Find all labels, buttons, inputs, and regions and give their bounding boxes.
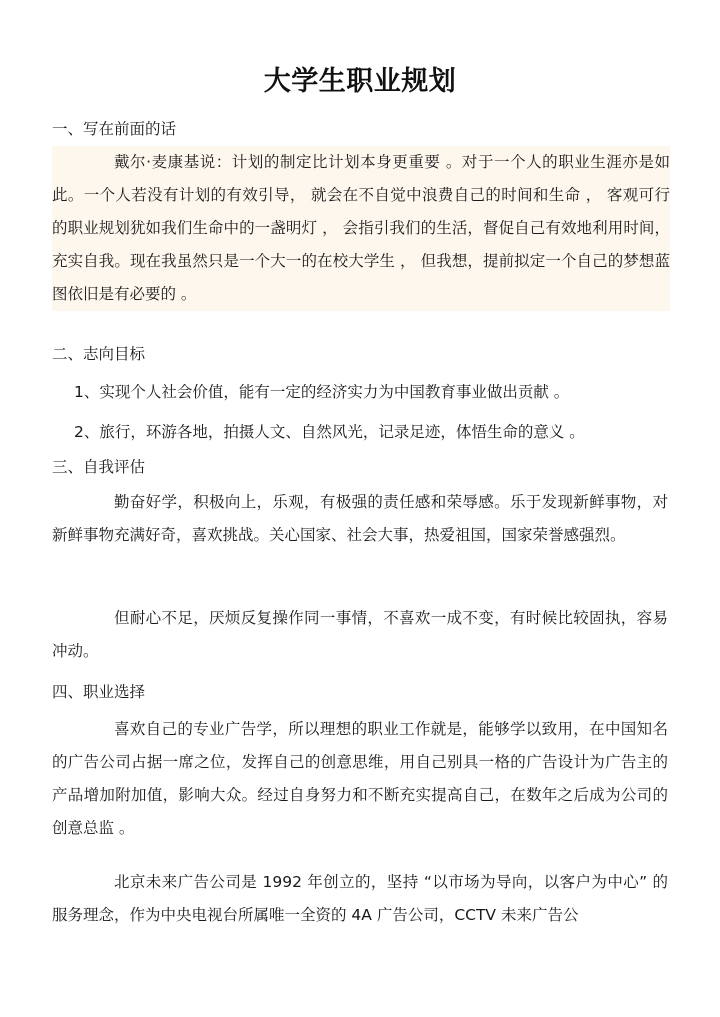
- career-choice-paragraph-2: 北京未来广告公司是 1992 年创立的，坚持 “以市场为导向，以客户为中心” 的服务理念，作为中央电视台所属唯一全资的 4A 广告公司，CCTV 未来广告公: [52, 873, 668, 924]
- career-choice-paragraph-1: 喜欢自己的专业广告学，所以理想的职业工作就是，能够学以致用，在中国知名的广告公司占据一席之位，发挥自己的创意思维，用自己别具一格的广告设计为广告主的产品增加附加值，影响大众。经过自身努力和不断充实提高自己，在数年之后成为公司的创意总监 。: [52, 720, 668, 837]
- section-1-paragraph: 戴尔·麦康基说：计划的制定比计划本身更重要 。对于一个人的职业生涯亦是如此。一个人若没有计划的有效引导， 就会在不自觉中浪费自己的时间和生命 ， 客观可行的职业规划犹如我们生命中的一盏明灯 ， 会指引我们的生活，督促自己有效地利用时间，充实自我。现在我虽然只是一个大一的在校大学生 ， 但我想，提前拟定一个自己的梦想蓝图依旧是有必要的 。: [52, 146, 670, 311]
- document-title: 大学生职业规划: [263, 66, 457, 97]
- section-heading-4: 四、职业选择: [52, 683, 146, 701]
- section-heading-3: 三、自我评估: [52, 458, 146, 476]
- goal-item-1: 1、实现个人社会价值，能有一定的经济实力为中国教育事业做出贡献 。: [74, 383, 570, 401]
- section-heading-2: 二、志向目标: [52, 345, 146, 363]
- self-assessment-paragraph-1: 勤奋好学，积极向上，乐观，有极强的责任感和荣辱感。乐于发现新鲜事物，对新鲜事物充满好奇，喜欢挑战。关心国家、社会大事，热爱祖国，国家荣誉感强烈。: [52, 493, 668, 544]
- goal-item-2: 2、旅行，环游各地，拍摄人文、自然风光，记录足迹，体悟生命的意义 。: [74, 423, 585, 441]
- self-assessment-paragraph-2: 但耐心不足，厌烦反复操作同一事情，不喜欢一成不变，有时候比较固执，容易冲动。: [52, 609, 668, 660]
- section-heading-1: 一、写在前面的话: [52, 120, 177, 138]
